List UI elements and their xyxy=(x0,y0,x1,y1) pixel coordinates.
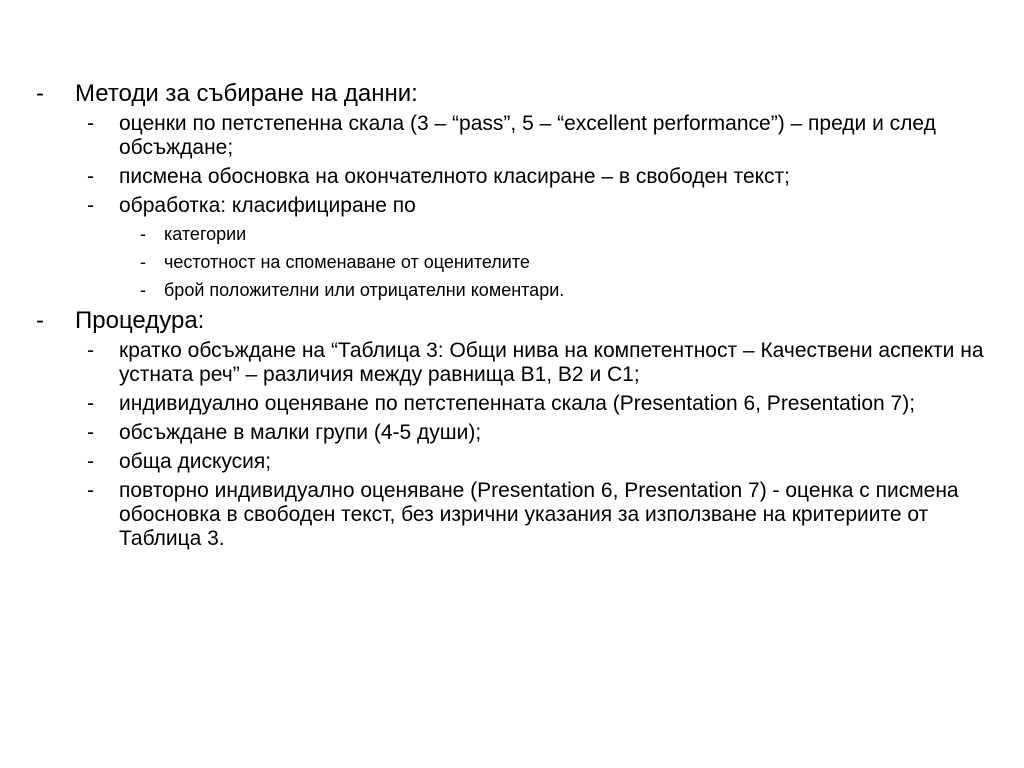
list-item-text: обща дискусия; xyxy=(119,450,272,473)
sub-list-item xyxy=(0,251,1024,273)
list-item-text: кратко обсъждане на “Таблица 3: Общи нива на компетентност – Качествени аспекти на устната реч” – различия между равнища B1, B2 и C1; xyxy=(119,339,984,386)
section-title: Методи за събиране на данни: xyxy=(75,80,418,107)
sub-list-item-text: категории xyxy=(164,224,247,244)
list-item-text: обсъждане в малки групи (4-5 души); xyxy=(119,421,482,444)
list-item-text: индивидуално оценяване по петстепенната скала (Presentation 6, Presentation 7); xyxy=(119,392,916,415)
sub-list-item xyxy=(0,223,1024,245)
bullet-dash: - xyxy=(140,280,146,300)
list-item-text: оценки по петстепенна скала (3 – “pass”, 5 – “excellent performance”) – преди и след обсъждане; xyxy=(119,112,936,159)
section-heading-procedure xyxy=(0,307,1024,335)
bullet-dash: - xyxy=(87,339,94,362)
list-item-text: повторно индивидуално оценяване (Presentation 6, Presentation 7) - оценка с писмена обосновка в свободен текст, без изрични указания за използване на критериите от Таблица 3. xyxy=(119,479,959,550)
bullet-dash: - xyxy=(140,252,146,272)
bullet-dash: - xyxy=(87,112,94,135)
bullet-dash: - xyxy=(87,165,94,188)
bullet-dash: - xyxy=(87,392,94,415)
list-item xyxy=(0,165,1024,189)
section-heading-methods xyxy=(0,80,1024,108)
bullet-dash: - xyxy=(140,224,146,244)
sub-list-item xyxy=(0,279,1024,301)
section-title: Процедура: xyxy=(75,307,205,334)
bullet-dash: - xyxy=(87,194,94,217)
bullet-dash: - xyxy=(36,80,44,107)
list-item xyxy=(0,194,1024,218)
bullet-dash: - xyxy=(87,479,94,502)
list-item-text: писмена обосновка на окончателното класиране – в свободен текст; xyxy=(119,165,790,188)
sub-list-item-text: брой положителни или отрицателни коментари. xyxy=(164,280,565,300)
bullet-list xyxy=(0,80,1024,556)
bullet-dash: - xyxy=(87,450,94,473)
sub-list-item-text: честотност на споменаване от оценителите xyxy=(164,252,530,272)
list-item xyxy=(0,392,1024,416)
list-item xyxy=(0,450,1024,474)
list-item xyxy=(0,112,1024,160)
list-item xyxy=(0,421,1024,445)
list-item xyxy=(0,479,1024,551)
bullet-dash: - xyxy=(87,421,94,444)
bullet-dash: - xyxy=(36,307,44,334)
list-item-text: обработка: класифициране по xyxy=(119,194,416,217)
list-item xyxy=(0,339,1024,387)
